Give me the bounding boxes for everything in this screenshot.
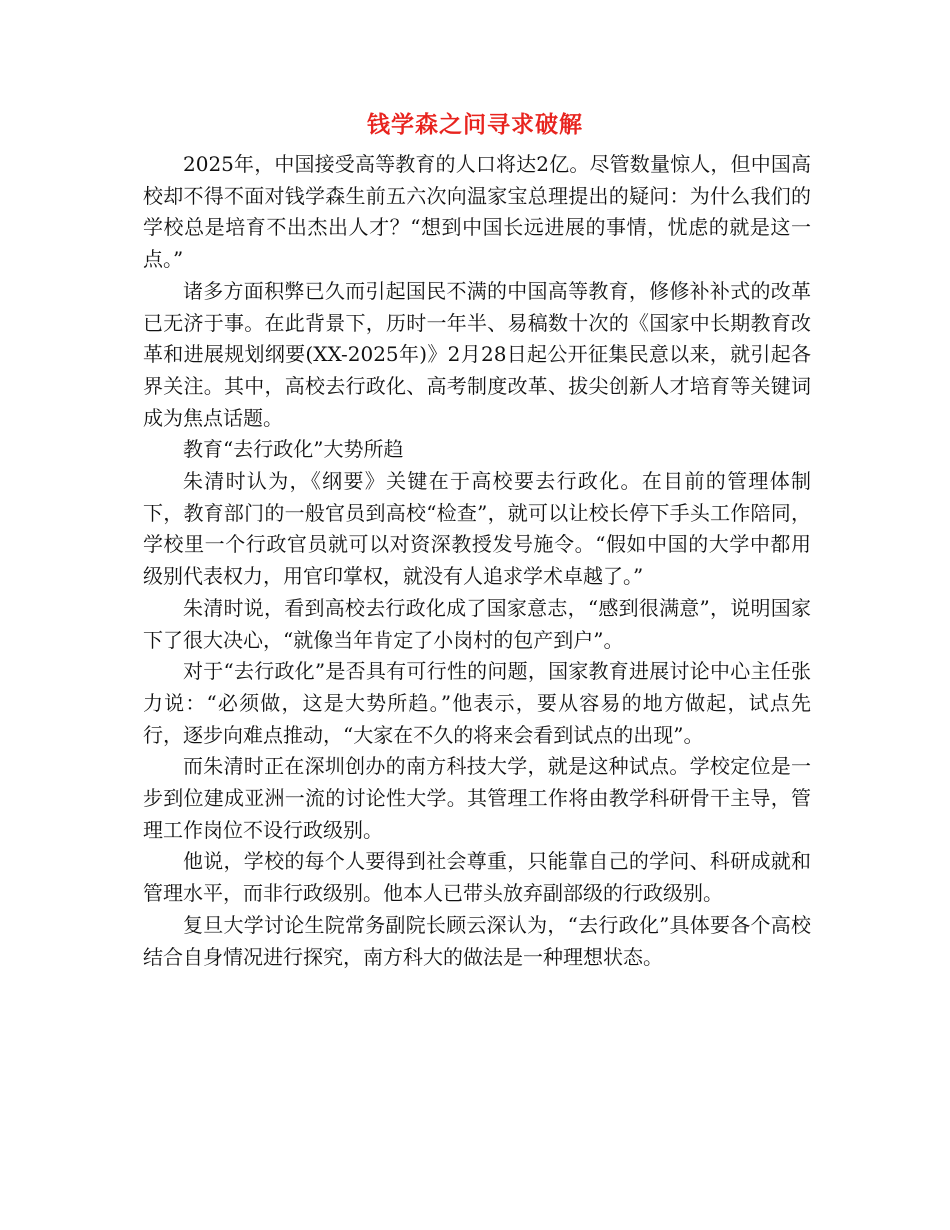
- paragraph: 复旦大学讨论生院常务副院长顾云深认为，“去行政化”具体要各个高校结合自身情况进行探究，南方科大的做法是一种理想状态。: [143, 912, 811, 969]
- paragraph: 对于“去行政化”是否具有可行性的问题，国家教育进展讨论中心主任张力说：“必须做，这是大势所趋。”他表示，要从容易的地方做起，试点先行，逐步向难点推动，“大家在不久的将来会看到试点的出现”。: [143, 659, 811, 747]
- paragraph: 他说，学校的每个人要得到社会尊重，只能靠自己的学问、科研成就和管理水平，而非行政级别。他本人已带头放弃副部级的行政级别。: [143, 849, 811, 906]
- section-heading: 教育“去行政化”大势所趋: [183, 437, 404, 462]
- paragraph: 朱清时认为，《纲要》关键在于高校要去行政化。在目前的管理体制下，教育部门的一般官员到高校“检查”，就可以让校长停下手头工作陪同，学校里一个行政官员就可以对资深教授发号施令。“假如中国的大学中都用级别代表权力，用官印掌权，就没有人追求学术卓越了。”: [143, 469, 811, 589]
- paragraph: 诸多方面积弊已久而引起国民不满的中国高等教育，修修补补式的改革已无济于事。在此背景下，历时一年半、易稿数十次的《国家中长期教育改革和进展规划纲要(XX-2025年)》2月28日起公开征集民意以来，就引起各界关注。其中，高校去行政化、高考制度改革、拔尖创新人才培育等关键词成为焦点话题。: [143, 278, 811, 430]
- paragraph: 而朱清时正在深圳创办的南方科技大学，就是这种试点。学校定位是一步到位建成亚洲一流的讨论性大学。其管理工作将由教学科研骨干主导，管理工作岗位不设行政级别。: [143, 754, 811, 842]
- document-body: [143, 149, 811, 973]
- document-title: 钱学森之问寻求破解: [367, 111, 583, 138]
- paragraph: 2025年，中国接受高等教育的人口将达2亿。尽管数量惊人，但中国高校却不得不面对钱学森生前五六次向温家宝总理提出的疑问：为什么我们的学校总是培育不出杰出人才？“想到中国长远进展的事情，忧虑的就是这一点。”: [143, 152, 811, 272]
- paragraph: 朱清时说，看到高校去行政化成了国家意志，“感到很满意”，说明国家下了很大决心，“就像当年肯定了小岗村的包产到户”。: [143, 595, 811, 652]
